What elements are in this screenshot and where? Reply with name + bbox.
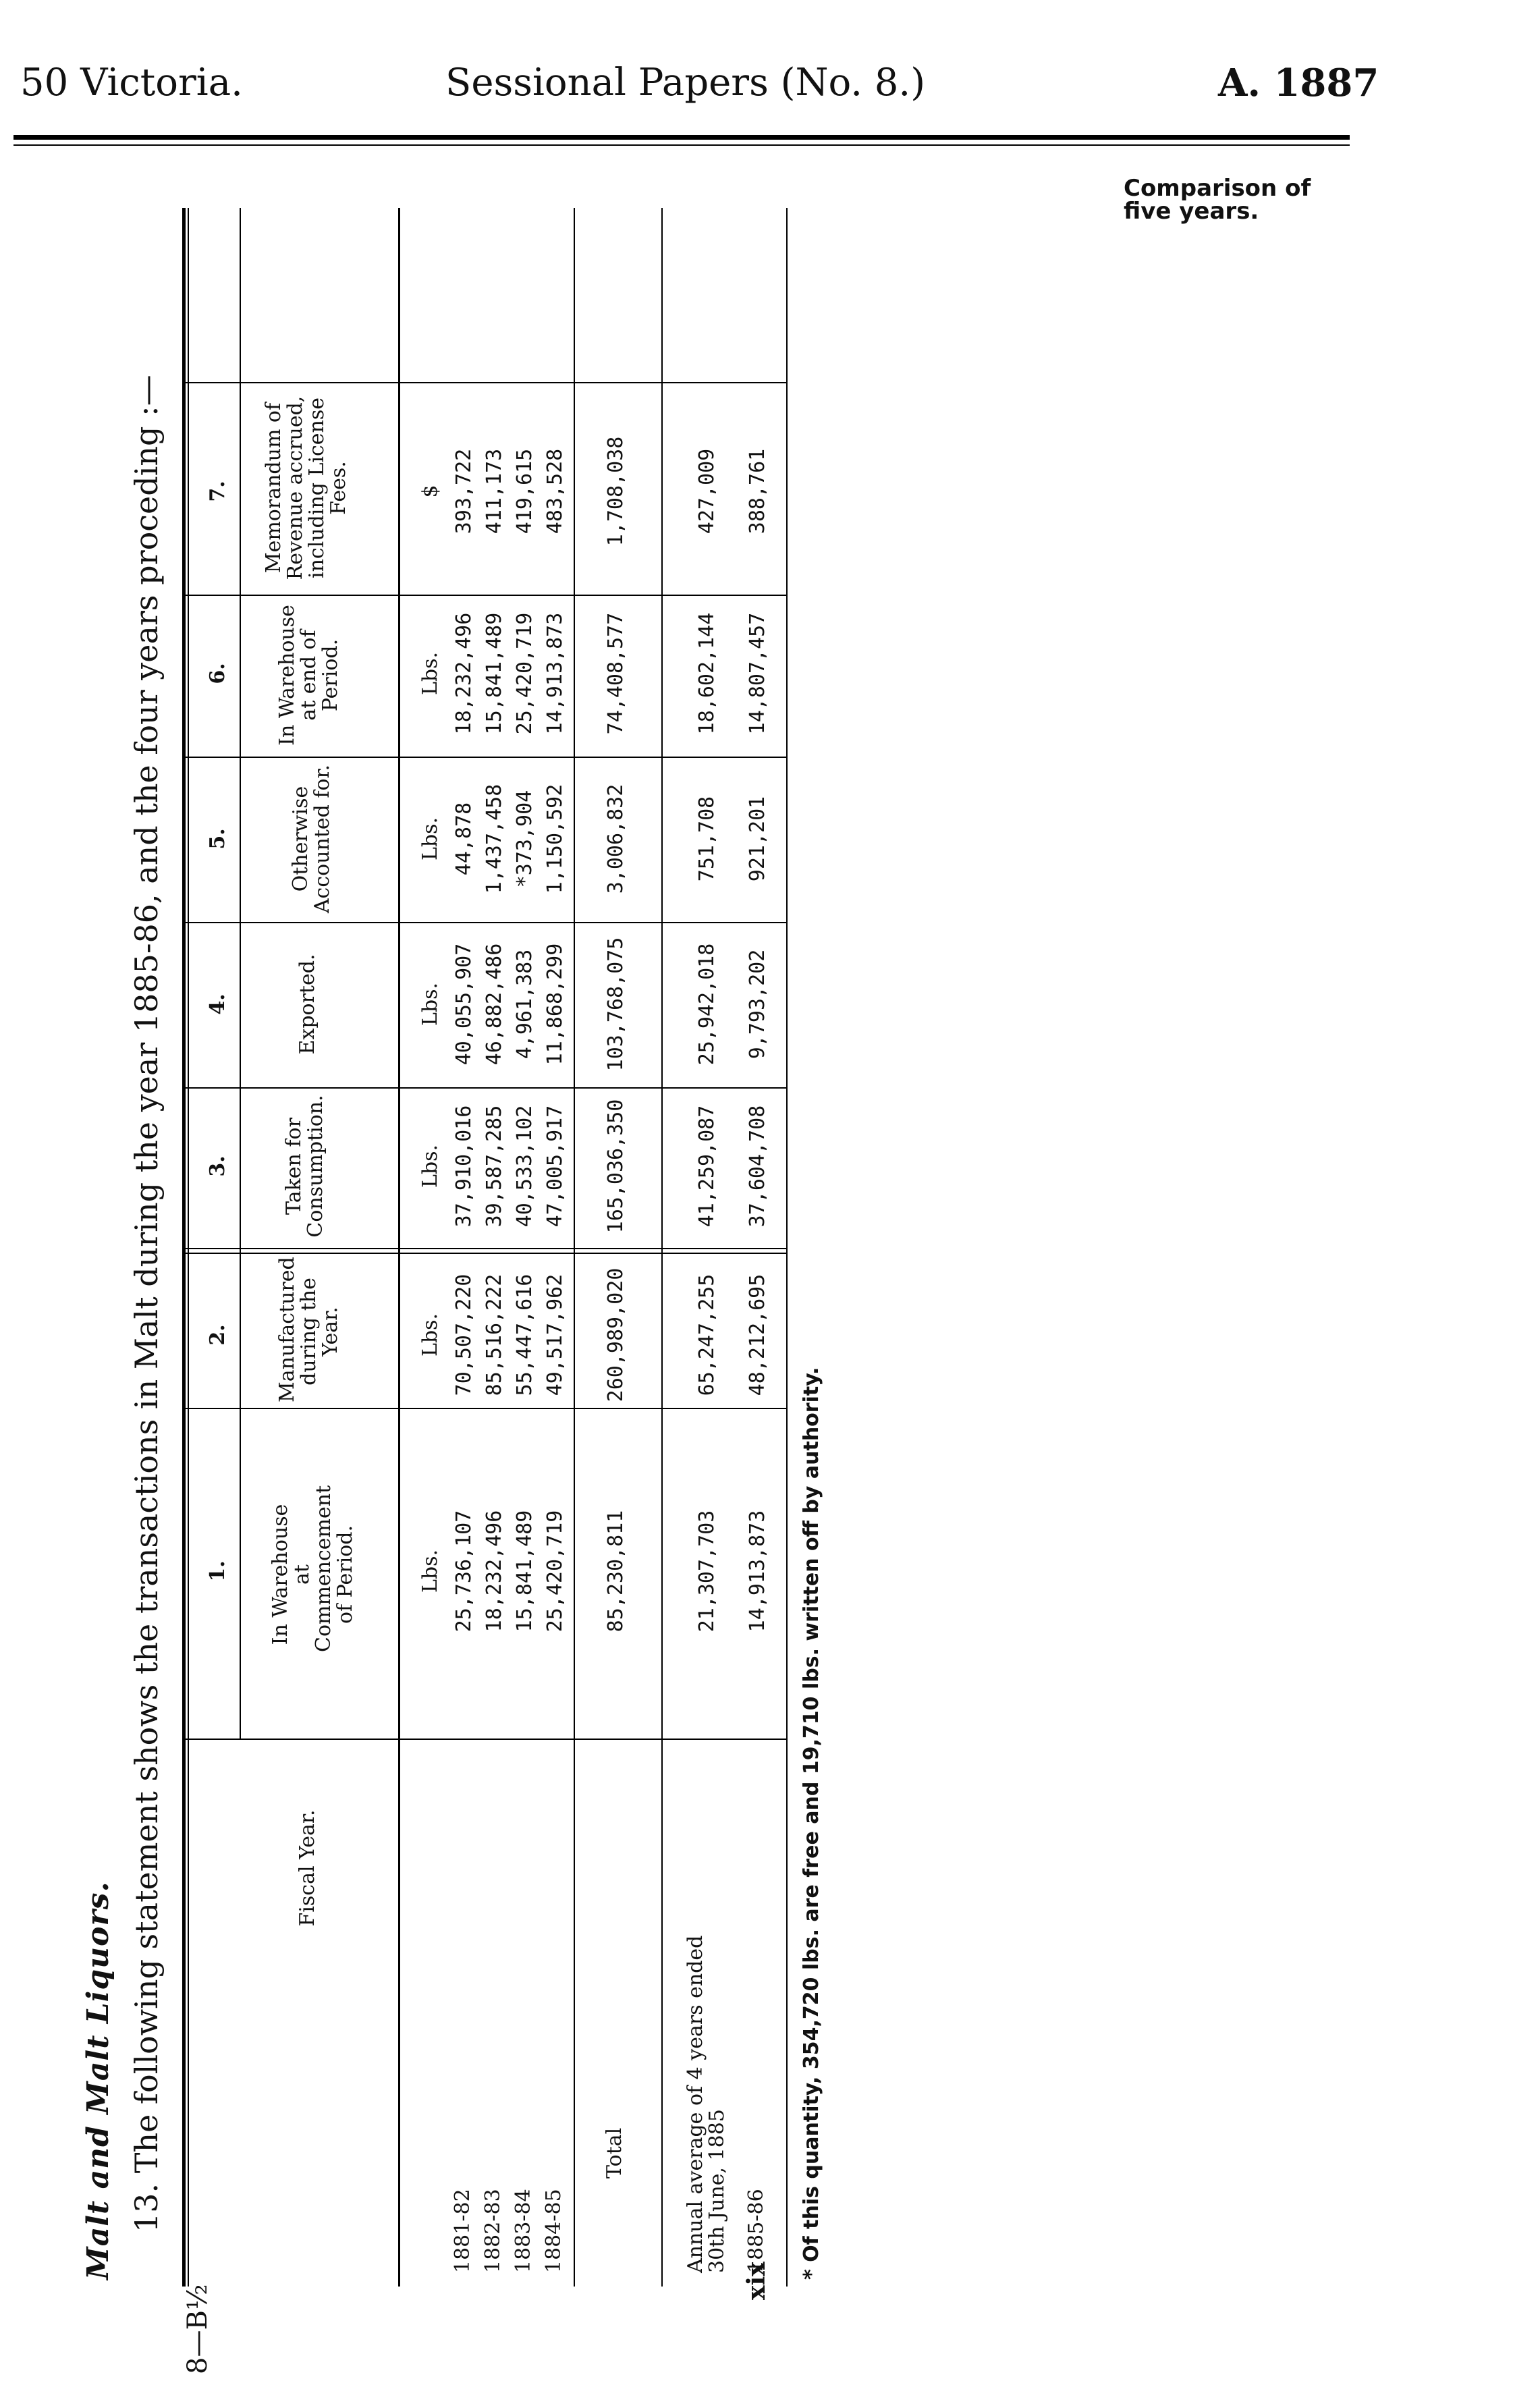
- row-label-1882-83: 1882-83: [481, 2189, 505, 2273]
- body-rule: [574, 208, 575, 2287]
- colnum-2: 2.: [206, 1324, 229, 1346]
- table-cell: 1,708,038: [604, 436, 628, 547]
- col-sep: [186, 595, 786, 596]
- table-cell: 39,587,285: [483, 1105, 506, 1228]
- table-bottom-rule: [786, 208, 788, 2287]
- col-sep: [186, 757, 786, 758]
- table-cell: 483,528: [543, 448, 567, 535]
- page-number: xix: [742, 2262, 771, 2300]
- table-cell: 48,212,695: [746, 1274, 769, 1396]
- header-left: 50 Victoria.: [20, 61, 243, 105]
- table-cell: 3,006,832: [604, 784, 628, 894]
- table-cell: 25,420,719: [513, 612, 537, 735]
- table-cell: 1,437,458: [483, 784, 506, 894]
- col-sep: [186, 1087, 786, 1089]
- stub-header: Fiscal Year.: [296, 1809, 319, 1927]
- unit-5: Lbs.: [418, 817, 442, 861]
- unit-2: Lbs.: [418, 1313, 442, 1357]
- col-sep: [186, 1248, 786, 1249]
- row-label-average: Annual average of 4 years ended 30th June, 1885: [684, 1935, 729, 2273]
- colhead-7: Memorandum of Revenue accrued, including License Fees.: [262, 395, 350, 580]
- header-bottom-rule: [398, 208, 400, 2287]
- unit-7: $: [418, 485, 442, 498]
- table-cell: 65,247,255: [695, 1274, 719, 1396]
- table-cell: 25,420,719: [543, 1510, 567, 1633]
- table-cell: 411,173: [483, 448, 506, 535]
- unit-4: Lbs.: [418, 982, 442, 1027]
- colnum-1: 1.: [206, 1560, 229, 1582]
- table-cell: 49,517,962: [543, 1274, 567, 1396]
- table-cell: 4,961,383: [513, 949, 537, 1060]
- row-label-1884-85: 1884-85: [542, 2189, 566, 2273]
- table-cell: 40,055,907: [452, 943, 476, 1066]
- col-sep: [186, 922, 786, 923]
- colnum-7: 7.: [206, 481, 229, 502]
- table-cell: 9,793,202: [746, 949, 769, 1060]
- row-label-1881-82: 1881-82: [451, 2189, 474, 2273]
- table-cell: 41,259,087: [695, 1105, 719, 1228]
- table-cell: 55,447,616: [513, 1274, 537, 1396]
- table-cell: 44,878: [452, 802, 476, 876]
- table-cell: 85,516,222: [483, 1274, 506, 1396]
- colnum-6: 6.: [206, 663, 229, 684]
- signature-mark: 8—B½: [182, 2284, 213, 2374]
- row-label-total: Total: [603, 2127, 626, 2179]
- unit-6: Lbs.: [418, 651, 442, 696]
- table-cell: 25,942,018: [695, 943, 719, 1066]
- colhead-1: In Warehouse at Commencement of Period.: [269, 1485, 357, 1652]
- table-cell: 103,768,075: [604, 937, 628, 1072]
- table-cell: 21,307,703: [695, 1510, 719, 1633]
- colnum-5: 5.: [206, 828, 229, 850]
- table-cell: 37,910,016: [452, 1105, 476, 1228]
- table-cell: 18,232,496: [452, 612, 476, 735]
- colnum-4: 4.: [206, 993, 229, 1015]
- colnum-3: 3.: [206, 1155, 229, 1177]
- table-cell: 18,602,144: [695, 612, 719, 735]
- table-cell: 74,408,577: [604, 612, 628, 735]
- table-cell: 18,232,496: [483, 1510, 506, 1633]
- table-cell: 393,722: [452, 448, 476, 535]
- header-center: Sessional Papers (No. 8.): [445, 61, 926, 105]
- colhead-5: Otherwise Accounted for.: [289, 764, 334, 914]
- table-cell: 14,913,873: [543, 612, 567, 735]
- table-cell: 427,009: [695, 448, 719, 535]
- header-rule-thin: [13, 144, 1350, 146]
- table-cell: 260,989,020: [604, 1267, 628, 1402]
- table-cell: 40,533,102: [513, 1105, 537, 1228]
- side-note: Comparison of five years.: [1124, 175, 1311, 225]
- colhead-2: Manufactured during the Year.: [275, 1257, 342, 1402]
- table-cell: 15,841,489: [513, 1510, 537, 1633]
- col-sep: [186, 1408, 786, 1409]
- table-top-rule-thin: [188, 208, 189, 2287]
- table-cell: 25,736,107: [452, 1510, 476, 1633]
- header-rule: [13, 135, 1350, 140]
- col-sep: [186, 382, 786, 383]
- table-cell: 1,150,592: [543, 784, 567, 894]
- table-cell: *373,904: [513, 790, 537, 888]
- table-cell: 751,708: [695, 796, 719, 882]
- table-cell: 46,882,486: [483, 943, 506, 1066]
- footnote: * Of this quantity, 354,720 lbs. are free and 19,710 lbs. written off by authority.: [800, 1367, 823, 2280]
- table-cell: 11,868,299: [543, 943, 567, 1066]
- table-cell: 14,913,873: [746, 1510, 769, 1633]
- colhead-6: In Warehouse at end of Period.: [275, 605, 342, 746]
- row-label-1883-84: 1883-84: [512, 2189, 535, 2273]
- colhead-3: Taken for Consumption.: [282, 1095, 327, 1238]
- intro-text: 13. The following statement shows the transactions in Malt during the year 1885-86, and the four years proceding :—: [128, 375, 165, 2233]
- table-cell: 388,761: [746, 448, 769, 535]
- table-cell: 419,615: [513, 448, 537, 535]
- unit-3: Lbs.: [418, 1144, 442, 1188]
- colnum-rule: [240, 208, 241, 1740]
- section-title: Malt and Malt Liquors.: [81, 1881, 115, 2280]
- table-cell: 921,201: [746, 796, 769, 882]
- unit-1: Lbs.: [418, 1549, 442, 1593]
- table-cell: 14,807,457: [746, 612, 769, 735]
- total-rule: [661, 208, 663, 2287]
- col-sep: [186, 1739, 786, 1740]
- table-cell: 70,507,220: [452, 1274, 476, 1396]
- table-top-rule: [182, 208, 186, 2287]
- table-cell: 15,841,489: [483, 612, 506, 735]
- rotated-table-region: [74, 174, 1140, 2374]
- row-label-1885-86: 1885-86: [744, 2189, 768, 2273]
- col-sep: [186, 1253, 786, 1254]
- table-cell: 37,604,708: [746, 1105, 769, 1228]
- header-right: A. 1887: [1218, 61, 1379, 105]
- table-cell: 165,036,350: [604, 1099, 628, 1234]
- table-cell: 47,005,917: [543, 1105, 567, 1228]
- colhead-4: Exported.: [296, 954, 319, 1055]
- table-cell: 85,230,811: [604, 1510, 628, 1633]
